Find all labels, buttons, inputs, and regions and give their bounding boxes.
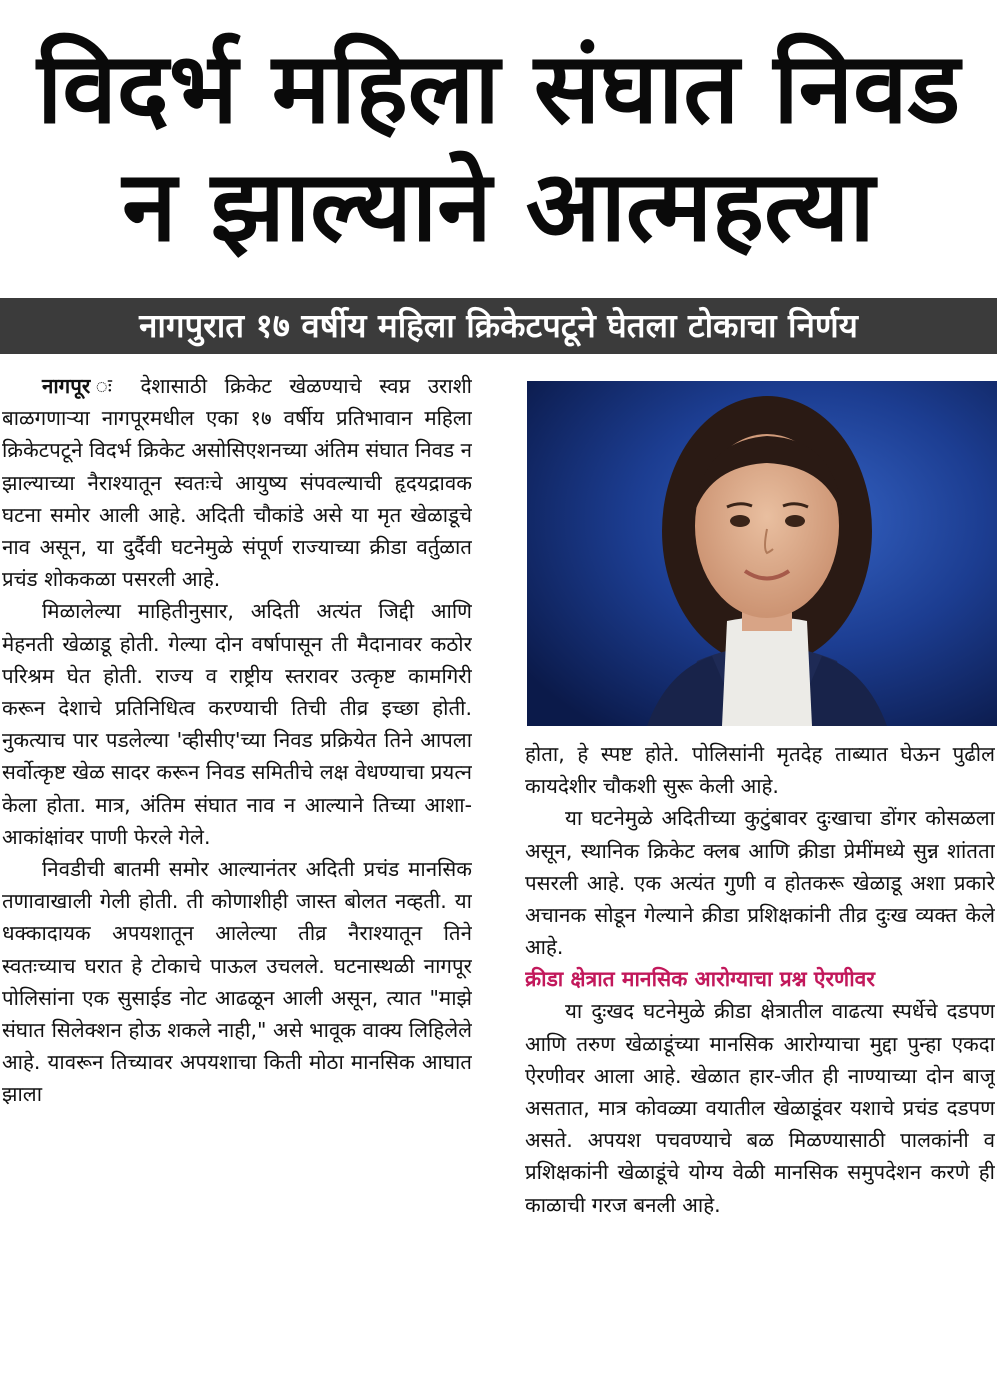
headline — [0, 30, 997, 266]
article-paragraph-3-continued: होता, हे स्पष्ट होते. पोलिसांनी मृतदेह ताब्यात घेऊन पुढील कायदेशीर चौकशी सुरू केली आहे. — [525, 742, 995, 799]
article-paragraph-5: या दुःखद घटनेमुळे क्रीडा क्षेत्रातील वाढत्या स्पर्धेचे दडपण आणि तरुण खेळाडूंच्या मानसिक आरोग्याचा मुद्दा पुन्हा एकदा ऐरणीवर आला आहे. खेळात हार-जीत ही नाण्याच्या दोन बाजू असतात, मात्र कोवळ्या वयातील खेळाडूंवर यशाचे प्रचंड दडपण असते. अपयश पचवण्याचे बळ मिळण्यासाठी पालकांनी व प्रशिक्षकांनी खेळाडूंचे योग्य वेळी मानसिक समुपदेशन करणे ही काळाची गरज बनली आहे. — [525, 999, 995, 1217]
headline-line-1: विदर्भ महिला संघात निवड — [36, 32, 961, 146]
article-photo — [527, 381, 997, 726]
article-paragraph-2: मिळालेल्या माहितीनुसार, अदिती अत्यंत जिद्दी आणि मेहनती खेळाडू होती. गेल्या दोन वर्षापासून ती मैदानावर कठोर परिश्रम घेत होती. राज्य व राष्ट्रीय स्तरावर उत्कृष्ट कामगिरी करून देशाचे प्रतिनिधित्व करण्याची तिची तीव्र इच्छा होती. नुकत्याच पार पडलेल्या 'व्हीसीए'च्या निवड प्रक्रियेत तिने आपला सर्वोत्कृष्ट खेळ सादर करून निवड समितीचे लक्ष वेधण्याचा प्रयत्न केला होता. मात्र, अंतिम संघात नाव न आल्याने तिच्या आशा-आकांक्षांवर पाणी फेरले गेले. — [2, 599, 472, 849]
article-column-right — [525, 738, 995, 1388]
article-paragraph-3: निवडीची बातमी समोर आल्यानंतर अदिती प्रचंड मानसिक तणावाखाली गेली होती. ती कोणाशीही जास्त बोलत नव्हती. या धक्कादायक अपयशातून आलेल्या तीव्र नैराश्यातून तिने स्वतःच्याच घरात हे टोकाचे पाऊल उचलले. घटनास्थळी नागपूर पोलिसांना एक सुसाईड नोट आढळून आली असून, त्यात "माझे संघात सिलेक्शन होऊ शकले नाही," असे भावूक वाक्य लिहिलेले आहे. यावरून तिच्यावर अपयशाचा किती मोठा मानसिक आघात झाला — [2, 857, 472, 1107]
paragraph-1-text: देशासाठी क्रिकेट खेळण्याचे स्वप्न उराशी बाळगणाऱ्या नागपूरमधील एका १७ वर्षीय प्रतिभावान महिला क्रिकेटपटूने विदर्भ क्रिकेट असोसिएशनच्या अंतिम संघात निवड न झाल्याच्या नैराश्यातून स्वतःचे आयुष्य संपवल्याची हृदयद्रावक घटना समोर आली आहे. अदिती चौकांडे असे या मृत खेळाडूचे नाव असून, या दुर्दैवी घटनेमुळे संपूर्ण राज्याच्या क्रीडा वर्तुळात प्रचंड शोककळा पसरली आहे. — [2, 374, 472, 592]
subheadline-bar: नागपुरात १७ वर्षीय महिला क्रिकेटपटूने घेतला टोकाचा निर्णय — [0, 298, 997, 354]
dateline-separator: ः — [90, 374, 141, 398]
article-paragraph-4: या घटनेमुळे अदितीच्या कुटुंबावर दुःखाचा डोंगर कोसळला असून, स्थानिक क्रिकेट क्लब आणि क्रीडा प्रेमींमध्ये सुन्न शांतता पसरली आहे. एक अत्यंत गुणी व होतकरू खेळाडू अशा प्रकारे अचानक सोडून गेल्याने क्रीडा प्रशिक्षकांनी तीव्र दुःख व्यक्त केले आहे. — [525, 806, 995, 960]
subsection-heading: क्रीडा क्षेत्रात मानसिक आरोग्याचा प्रश्न ऐरणीवर — [525, 967, 875, 992]
dateline: नागपूर — [42, 374, 91, 398]
portrait-illustration — [527, 381, 997, 726]
article-column-left — [2, 370, 472, 1388]
article-paragraph-1 — [2, 370, 472, 595]
headline-line-2: न झाल्याने आत्महत्या — [122, 150, 875, 264]
